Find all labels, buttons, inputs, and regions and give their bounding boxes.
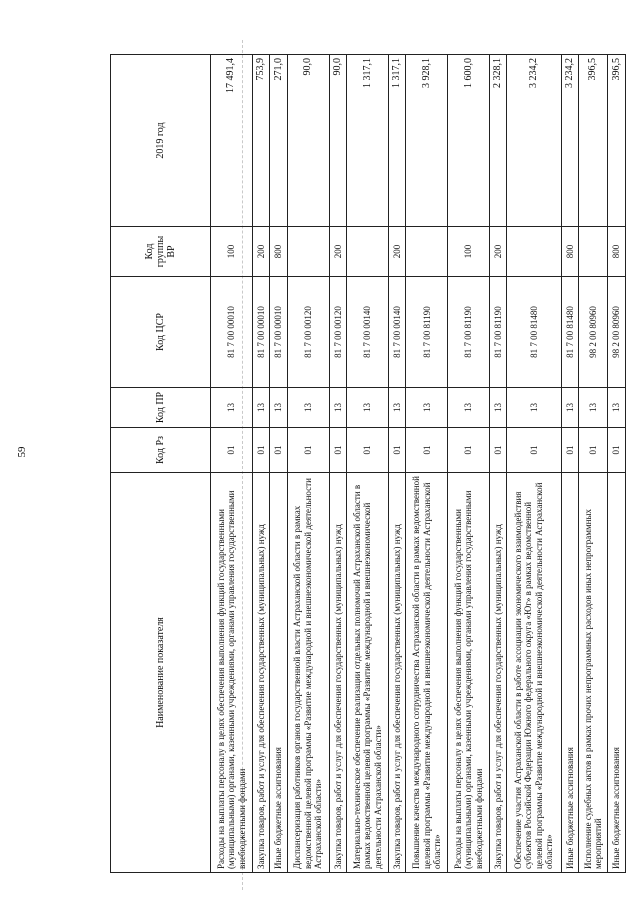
row-pr: 13 [270, 388, 288, 428]
row-name: Закупка товаров, работ и услуг для обеспечения государственных (муниципальных) нужд [489, 473, 507, 873]
row-vr: 100 [448, 227, 490, 277]
row-name: Повышение качества международного сотрудничества Астраханской области в рамках ведомственной целевой программы «Развитие международной и внешнеэкономической деятельности Астраханской области» [406, 473, 448, 873]
row-rz: 01 [489, 428, 507, 473]
row-name: Расходы на выплаты персоналу в целях обеспечения выполнения функций государственными (муниципальными) органами, казенными учреждениями, органами управления государственными внебюджетными фондами [211, 473, 253, 873]
row-amount: 3 234,2 [561, 55, 579, 227]
row-amount: 17 491,4 [211, 55, 253, 227]
row-csr: 98 2 00 80960 [608, 277, 626, 388]
row-csr: 81 7 00 81190 [406, 277, 448, 388]
table-row [252, 55, 270, 873]
row-amount: 753,9 [252, 55, 270, 227]
row-csr: 81 7 00 00120 [287, 277, 329, 388]
row-pr: 13 [489, 388, 507, 428]
row-name: Диспансеризация работников органов государственной власти Астраханской области в рамках ведомственной целевой программы «Развитие международной и внешнеэкономической деятельности Астраханской области» [287, 473, 329, 873]
row-amount: 271,0 [270, 55, 288, 227]
row-csr: 81 7 00 00010 [270, 277, 288, 388]
row-vr [347, 227, 389, 277]
row-rz: 01 [252, 428, 270, 473]
table-body [211, 55, 626, 873]
row-rz: 01 [406, 428, 448, 473]
table-row [270, 55, 288, 873]
row-csr: 81 7 00 00010 [211, 277, 253, 388]
row-amount: 396,5 [579, 55, 608, 227]
row-rz: 01 [270, 428, 288, 473]
row-amount: 90,0 [287, 55, 329, 227]
table-header-row [111, 55, 211, 873]
row-amount: 3 928,1 [406, 55, 448, 227]
row-name: Иные бюджетные ассигнования [561, 473, 579, 873]
row-vr [287, 227, 329, 277]
table-row [211, 55, 253, 873]
row-amount: 1 317,1 [388, 55, 406, 227]
row-csr: 81 7 00 81190 [448, 277, 490, 388]
table-row [448, 55, 490, 873]
row-pr: 13 [287, 388, 329, 428]
row-vr: 800 [561, 227, 579, 277]
row-name: Закупка товаров, работ и услуг для обеспечения государственных (муниципальных) нужд [252, 473, 270, 873]
row-csr: 81 7 00 81480 [507, 277, 561, 388]
row-vr [507, 227, 561, 277]
budget-table [110, 54, 626, 873]
row-amount: 90,0 [329, 55, 347, 227]
row-pr: 13 [579, 388, 608, 428]
table-row [561, 55, 579, 873]
row-name: Иные бюджетные ассигнования [608, 473, 626, 873]
header-pr: Код ПР [111, 388, 211, 428]
row-rz: 01 [579, 428, 608, 473]
row-name: Закупка товаров, работ и услуг для обеспечения государственных (муниципальных) нужд [388, 473, 406, 873]
row-pr: 13 [347, 388, 389, 428]
row-name: Иные бюджетные ассигнования [270, 473, 288, 873]
table-row [287, 55, 329, 873]
row-csr: 81 7 00 81480 [561, 277, 579, 388]
row-rz: 01 [388, 428, 406, 473]
row-pr: 13 [211, 388, 253, 428]
row-vr: 200 [252, 227, 270, 277]
row-amount: 3 234,2 [507, 55, 561, 227]
row-amount: 1 600,0 [448, 55, 490, 227]
table-row [608, 55, 626, 873]
row-pr: 13 [388, 388, 406, 428]
row-name: Обеспечение участия Астраханской области в работе ассоциации экономического взаимодействия субъектов Российской Федерации Южного федерального округа «Юг» в рамках ведомственной целевой программы «Развитие международной и внешнеэкономической деятельности Астраханской области» [507, 473, 561, 873]
row-csr: 81 7 00 00120 [329, 277, 347, 388]
row-pr: 13 [448, 388, 490, 428]
row-amount: 396,5 [608, 55, 626, 227]
row-vr: 100 [211, 227, 253, 277]
table-row [406, 55, 448, 873]
row-csr: 81 7 00 00010 [252, 277, 270, 388]
row-csr: 81 7 00 00140 [388, 277, 406, 388]
table-row [507, 55, 561, 873]
row-vr: 200 [489, 227, 507, 277]
table-row [579, 55, 608, 873]
row-csr: 98 2 00 80960 [579, 277, 608, 388]
row-name: Закупка товаров, работ и услуг для обеспечения государственных (муниципальных) нужд [329, 473, 347, 873]
row-pr: 13 [608, 388, 626, 428]
row-rz: 01 [287, 428, 329, 473]
row-name: Расходы на выплаты персоналу в целях обеспечения выполнения функций государственными (муниципальными) органами, казенными учреждениями, органами управления государственными внебюджетными фондами [448, 473, 490, 873]
row-pr: 13 [406, 388, 448, 428]
row-rz: 01 [608, 428, 626, 473]
table-row [489, 55, 507, 873]
row-vr: 800 [608, 227, 626, 277]
row-vr: 200 [388, 227, 406, 277]
row-vr: 200 [329, 227, 347, 277]
header-rz: Код Рз [111, 428, 211, 473]
row-pr: 13 [561, 388, 579, 428]
row-csr: 81 7 00 00140 [347, 277, 389, 388]
row-pr: 13 [252, 388, 270, 428]
row-amount: 1 317,1 [347, 55, 389, 227]
row-rz: 01 [329, 428, 347, 473]
table-row [329, 55, 347, 873]
table-row [347, 55, 389, 873]
row-rz: 01 [211, 428, 253, 473]
page-number: 59 [16, 446, 28, 458]
row-vr [406, 227, 448, 277]
row-rz: 01 [561, 428, 579, 473]
header-name: Наименование показателя [111, 473, 211, 873]
row-rz: 01 [448, 428, 490, 473]
row-csr: 81 7 00 81190 [489, 277, 507, 388]
table-row [388, 55, 406, 873]
row-vr [579, 227, 608, 277]
row-pr: 13 [507, 388, 561, 428]
header-csr: Код ЦСР [111, 277, 211, 388]
row-amount: 2 328,1 [489, 55, 507, 227]
header-vr: Код группы ВР [111, 227, 211, 277]
row-name: Материально-техническое обеспечение реализации отдельных полномочий Астраханской области в рамках ведомственной целевой программы «Развитие международной и внешнеэкономической деятельности Астраханской области» [347, 473, 389, 873]
row-rz: 01 [507, 428, 561, 473]
row-name: Исполнение судебных актов в рамках прочих непрограммных расходов иных непрограммных мероприятий [579, 473, 608, 873]
row-pr: 13 [329, 388, 347, 428]
rotated-table-container [110, 55, 626, 873]
header-year: 2019 год [111, 55, 211, 227]
row-rz: 01 [347, 428, 389, 473]
row-vr: 800 [270, 227, 288, 277]
